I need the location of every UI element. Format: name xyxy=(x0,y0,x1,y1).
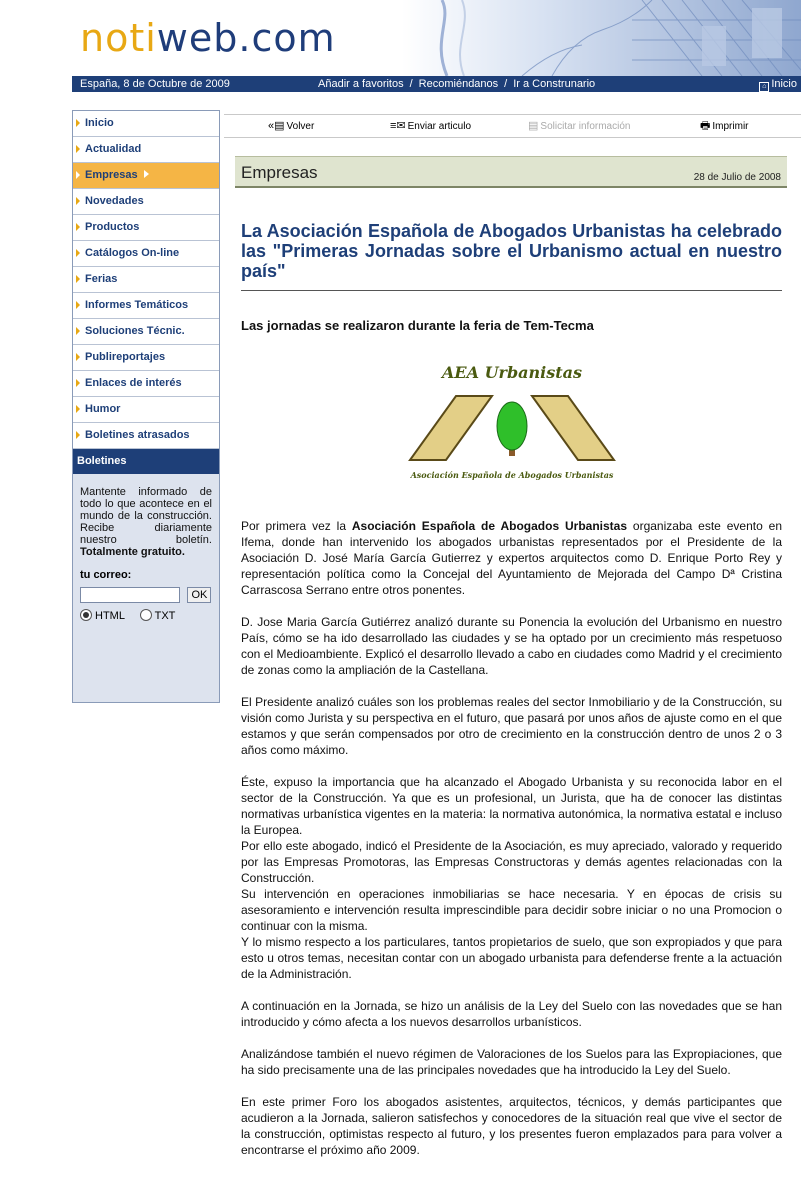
home-link[interactable] xyxy=(759,76,797,92)
sidebar-item-ferias[interactable]: Ferias xyxy=(73,267,219,293)
bullet-arrow-icon xyxy=(76,405,80,413)
request-info-button[interactable]: ▤ Solicitar información xyxy=(528,120,631,132)
radio-txt[interactable] xyxy=(140,609,152,621)
top-bar xyxy=(72,76,801,92)
home-link-label: Inicio xyxy=(771,78,797,90)
article-paragraph: Analizándose también el nuevo régimen de Valoraciones de los Suelos para las Expropiaciones, que ha sido precisamente una de las principales novedades que ha introducido la Ley del Suelo. xyxy=(241,1047,782,1077)
recommend-link[interactable]: Recomiéndanos xyxy=(418,78,499,90)
sidebar-item-novedades[interactable]: Novedades xyxy=(73,189,219,215)
current-date: España, 8 de Octubre de 2009 xyxy=(80,78,230,90)
top-links: Añadir a favoritos / Recomiéndanos / Ir a Construnario xyxy=(318,78,596,90)
sidebar-item-catalogos[interactable]: Catálogos On-line xyxy=(73,241,219,267)
bullet-arrow-icon xyxy=(76,223,80,231)
sidebar-item-publireportajes[interactable]: Publireportajes xyxy=(73,345,219,371)
logo-text-noti: noti xyxy=(80,16,157,60)
sidebar-item-actualidad[interactable]: Actualidad xyxy=(73,137,219,163)
article-title: La Asociación Española de Abogados Urbanistas ha celebrado las "Primeras Jornadas sobre el Urbanismo actual en nuestro país" xyxy=(241,221,782,281)
sidebar-item-enlaces[interactable]: Enlaces de interés xyxy=(73,371,219,397)
article-paragraph: Su intervención en operaciones inmobiliarias se hace necesaria. Y en épocas de crisis su asesoramiento e intervención resulta imprescindible para decidir sobre iniciar o no una Promocion o continuar con la misma. xyxy=(241,887,782,933)
article-paragraph: Y lo mismo respecto a los particulares, tantos propietarios de suelo, que son expropiados y que para esto u otros temas, necesitan contar con un abogado urbanista para defenderse frente a la actuación de la Administración. xyxy=(241,935,782,981)
logo-image-caption: Asociación Española de Abogados Urbanistas xyxy=(410,470,614,480)
logo-image-heading: AEA Urbanistas xyxy=(441,363,583,382)
print-button[interactable]: 🖶 Imprimir xyxy=(700,120,749,132)
newsletter-box xyxy=(73,474,219,702)
site-logo[interactable] xyxy=(80,8,336,68)
sidebar-item-soluciones[interactable]: Soluciones Técnic. xyxy=(73,319,219,345)
back-icon: «▤ xyxy=(268,120,285,132)
sidebar-item-informes[interactable]: Informes Temáticos xyxy=(73,293,219,319)
logo-text-web: web.com xyxy=(156,16,336,60)
article-paragraph: Por ello este abogado, indicó el Presidente de la Asociación, es muy apreciado, valorado y requerido por las Empresas Promotoras, las Empresas Constructoras y demás agentes relacionadas con la Construcción. xyxy=(241,839,782,885)
send-article-button[interactable]: ≡✉ Enviar articulo xyxy=(390,120,471,132)
email-input[interactable] xyxy=(80,587,180,603)
site-header xyxy=(72,0,801,76)
add-favorites-link[interactable]: Añadir a favoritos xyxy=(318,78,404,90)
home-icon: ⌂ xyxy=(759,82,769,92)
bullet-arrow-icon xyxy=(76,275,80,283)
header-background-graphic xyxy=(402,0,801,76)
sidebar-item-boletines-atrasados[interactable]: Boletines atrasados xyxy=(73,423,219,449)
newsletter-description: Mantente informado de todo lo que acontece en el mundo de la construcción. Recibe diariamente nuestro boletín. Totalmente gratuito. xyxy=(80,486,212,558)
bullet-arrow-icon xyxy=(76,379,80,387)
article-body xyxy=(241,518,782,1174)
logo-tree-crown xyxy=(497,402,527,450)
article-paragraph: D. Jose Maria García Gutiérrez analizó durante su Ponencia la evolución del Urbanismo en nuestro País, cómo se ha ido desarrollado las ciudades y se ha optado por un crecimiento más respetuoso con el Medioambiente. Explicó el desarrollo llevado a cabo en ciudades como Madrid y el crecimiento de zonas como la ampliación de la Castellana. xyxy=(241,615,782,677)
format-html-option[interactable]: HTML xyxy=(80,610,125,622)
format-txt-option[interactable]: TXT xyxy=(140,610,176,622)
sidebar xyxy=(72,110,220,703)
bullet-arrow-icon xyxy=(76,353,80,361)
aea-urbanistas-logo-image xyxy=(388,352,636,496)
subscribe-ok-button[interactable]: OK xyxy=(187,587,211,603)
active-arrow-icon xyxy=(144,170,149,178)
construnario-link[interactable]: Ir a Construnario xyxy=(513,78,596,90)
bullet-arrow-icon xyxy=(76,171,80,179)
radio-html[interactable] xyxy=(80,609,92,621)
article-toolbar xyxy=(224,114,801,138)
bullet-arrow-icon xyxy=(76,431,80,439)
article-paragraph: Por primera vez la Asociación Española de Abogados Urbanistas organizaba este evento en Ifema, donde han intervenido los abogados urbanistas representados por el Presidente de la Asociación D. José María García Gutierrez y expertos arquitectos como D. Enrique Porto Rey y representación política como la Concejal del Ayuntamiento de Mejorada del Campo Dª Cristina Carrascosa Serrano entre otros ponentes. xyxy=(241,519,782,597)
bullet-arrow-icon xyxy=(76,327,80,335)
sidebar-item-empresas[interactable]: Empresas xyxy=(73,163,219,189)
article-paragraph: A continuación en la Jornada, se hizo un análisis de la Ley del Suelo con las novedades que se han introducido y cómo afecta a los nuevos desarrollos urbanísticos. xyxy=(241,999,782,1029)
bullet-arrow-icon xyxy=(76,119,80,127)
boletines-heading: Boletines xyxy=(73,449,219,474)
sidebar-item-productos[interactable]: Productos xyxy=(73,215,219,241)
sidebar-item-inicio[interactable]: Inicio xyxy=(73,111,219,137)
sidebar-item-humor[interactable]: Humor xyxy=(73,397,219,423)
article-paragraph: Éste, expuso la importancia que ha alcanzado el Abogado Urbanista y su reconocida labor en el sector de la Construcción. Ya que es un profesional, un Jurista, que ha de conocer las distintas normativas urbanística vigentes en la materia: la normativa autonómica, la normativa estatal e incluso la Europea. xyxy=(241,775,782,837)
email-label: tu correo: xyxy=(80,569,132,581)
bullet-arrow-icon xyxy=(76,249,80,257)
section-title: Empresas xyxy=(241,163,318,182)
bullet-arrow-icon xyxy=(76,145,80,153)
article-date: 28 de Julio de 2008 xyxy=(693,172,781,183)
article-subtitle: Las jornadas se realizaron durante la feria de Tem-Tecma xyxy=(241,318,594,333)
envelope-icon: ≡✉ xyxy=(390,120,406,132)
article-paragraph: El Presidente analizó cuáles son los problemas reales del sector Inmobiliario y de la Construcción, su visión como Jurista y su perspectiva en el futuro, que pasará por unos años de ajuste como en el que estamos y que serán compensados por otro de crecimiento en la construcción dentro de unos 2 o 3 años como máximo. xyxy=(241,695,782,757)
document-icon: ▤ xyxy=(528,120,539,132)
article-paragraph: En este primer Foro los abogados asistentes, arquitectos, técnicos, y demás participantes que acudieron a la Jornada, salieron satisfechos y conocedores de la situación real que vive el sector de la construcción, optimistas respecto al futuro, y los presentes fueron emplazados para para volver a encontrarse el próximo año 2009. xyxy=(241,1095,782,1157)
title-divider xyxy=(241,290,782,291)
bullet-arrow-icon xyxy=(76,197,80,205)
printer-icon: 🖶 xyxy=(700,120,711,132)
back-button[interactable]: «▤ Volver xyxy=(268,120,315,132)
bullet-arrow-icon xyxy=(76,301,80,309)
section-header xyxy=(235,156,787,188)
